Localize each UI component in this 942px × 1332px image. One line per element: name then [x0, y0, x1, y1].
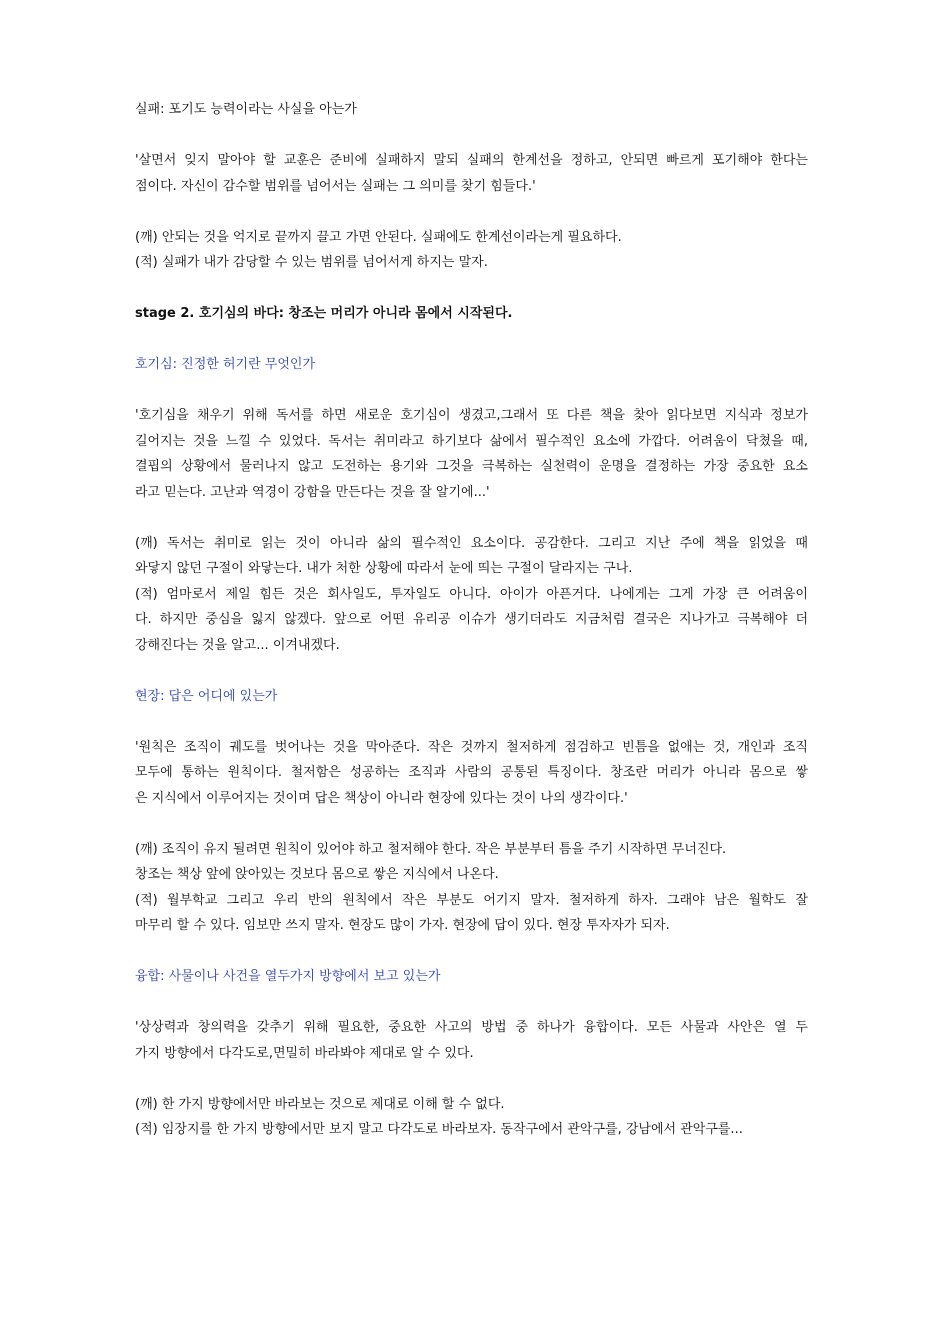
quote-line: '살면서 잊지 말아야 할 교훈은 준비에 실패하지 말되 실패의 한계선을 정하고, 안되면 빠르게 포기해야 한다는 [135, 153, 808, 168]
spacer [135, 811, 808, 837]
quote-line: 모두에 통하는 원칙이다. 철저함은 성공하는 조직과 사람의 공통된 특징이다. 창조란 머리가 아니라 몸으로 쌓 [135, 765, 808, 780]
quote-line: 라고 믿는다. 고난과 역경이 강함을 만든다는 것을 잘 알기에...' [135, 484, 490, 500]
note-line: (깨) 한 가지 방향에서만 바라보는 것으로 제대로 이해 할 수 없다. [135, 1096, 505, 1112]
section-heading-curiosity: 호기심: 진정한 허기란 무엇인가 [135, 357, 316, 372]
spacer [135, 939, 808, 965]
note-line: 강해진다는 것을 알고... 이겨내겠다. [135, 637, 340, 653]
note-line: (적) 임장지를 한 가지 방향에서만 보지 말고 다각도로 바라보자. 동작구에서 관악구를, 강남에서 관악구를... [135, 1122, 743, 1137]
quote-line: 은 지식에서 이루어지는 것이며 답은 책상이 아니라 현장에 있다는 것이 나의 생각이다.' [135, 790, 628, 806]
quote-line: 길어지는 것을 느낄 수 있었다. 독서는 취미라고 하기보다 삶에서 필수적인 요소에 가깝다. 어려움이 닥쳤을 때, [135, 433, 808, 449]
spacer [135, 276, 808, 302]
note-line: 다. 하지만 중심을 잃지 않겠다. 앞으로 어떤 유리공 이슈가 생기더라도 지금처럼 결국은 지나가고 극복해야 더 [135, 612, 808, 627]
quote-line: 점이다. 자신이 감수할 범위를 넘어서는 실패는 그 의미를 찾기 힘들다.' [135, 178, 536, 194]
spacer [135, 658, 808, 684]
note-line: 와닿지 않던 구절이 와닿는다. 내가 처한 상황에 따라서 눈에 띄는 구절이 달라지는 구나. [135, 561, 633, 576]
quote-line: 결핍의 상황에서 물러나지 않고 도전하는 용기와 그것을 극복하는 실천력이 운명을 결정하는 가장 중요한 요소 [135, 459, 808, 474]
quote-line: 가지 방향에서 다각도로,면밀히 바라봐야 제대로 알 수 있다. [135, 1045, 474, 1061]
stage-title: stage 2. 호기심의 바다: 창조는 머리가 아니라 몸에서 시작된다. [135, 306, 513, 321]
note-line: 마무리 할 수 있다. 임보만 쓰지 말자. 현장도 많이 가자. 현장에 답이 있다. 현장 투자자가 되자. [135, 918, 670, 933]
application-note: (적) 실패가 내가 감당할 수 있는 범위를 넘어서게 하지는 말자. [135, 255, 488, 270]
spacer [135, 505, 808, 531]
quote-line: '원칙은 조직이 궤도를 벗어나는 것을 막아준다. 작은 것까지 철저하게 점검하고 빈틈을 없애는 것, 개인과 조직 [135, 739, 808, 755]
spacer [135, 378, 808, 404]
spacer [135, 709, 808, 735]
section-heading-fusion: 융합: 사물이나 사건을 열두가지 방향에서 보고 있는가 [135, 969, 441, 984]
quote-line: '상상력과 창의력을 갖추기 위해 필요한, 중요한 사고의 방법 중 하나가 융합이다. 모든 사물과 사안은 열 두 [135, 1020, 808, 1035]
realization-note: (깨) 안되는 것을 억지로 끝까지 끌고 가면 안된다. 실패에도 한계선이라는게 필요하다. [135, 229, 622, 245]
document-page [135, 97, 808, 1143]
note-line: (적) 엄마로서 제일 힘든 것은 회사일도, 투자일도 아니다. 아이가 아픈거다. 나에게는 그게 가장 큰 어려움이 [135, 586, 808, 602]
quote-line: '호기심을 채우기 위해 독서를 하면 새로운 호기심이 생겼고,그래서 또 다른 책을 찾아 읽다보면 지식과 정보가 [135, 408, 808, 423]
note-line: (깨) 조직이 유지 될려면 원칙이 있어야 하고 철저해야 한다. 작은 부분부터 틈을 주기 시작하면 무너진다. [135, 841, 727, 857]
note-line: (적) 월부학교 그리고 우리 반의 원칙에서 작은 부분도 어기지 말자. 철저하게 하자. 그래야 남은 월학도 잘 [135, 892, 808, 908]
spacer [135, 990, 808, 1016]
note-line: 창조는 책상 앞에 앉아있는 것보다 몸으로 쌓은 지식에서 나온다. [135, 867, 499, 882]
note-line: (깨) 독서는 취미로 읽는 것이 아니라 삶의 필수적인 요소이다. 공감한다. 그리고 지난 주에 책을 읽었을 때 [135, 535, 808, 551]
spacer [135, 1066, 808, 1092]
spacer [135, 123, 808, 149]
section-heading-failure: 실패: 포기도 능력이라는 사실을 아는가 [135, 102, 357, 117]
spacer [135, 327, 808, 353]
section-heading-field: 현장: 답은 어디에 있는가 [135, 688, 278, 704]
spacer [135, 199, 808, 225]
